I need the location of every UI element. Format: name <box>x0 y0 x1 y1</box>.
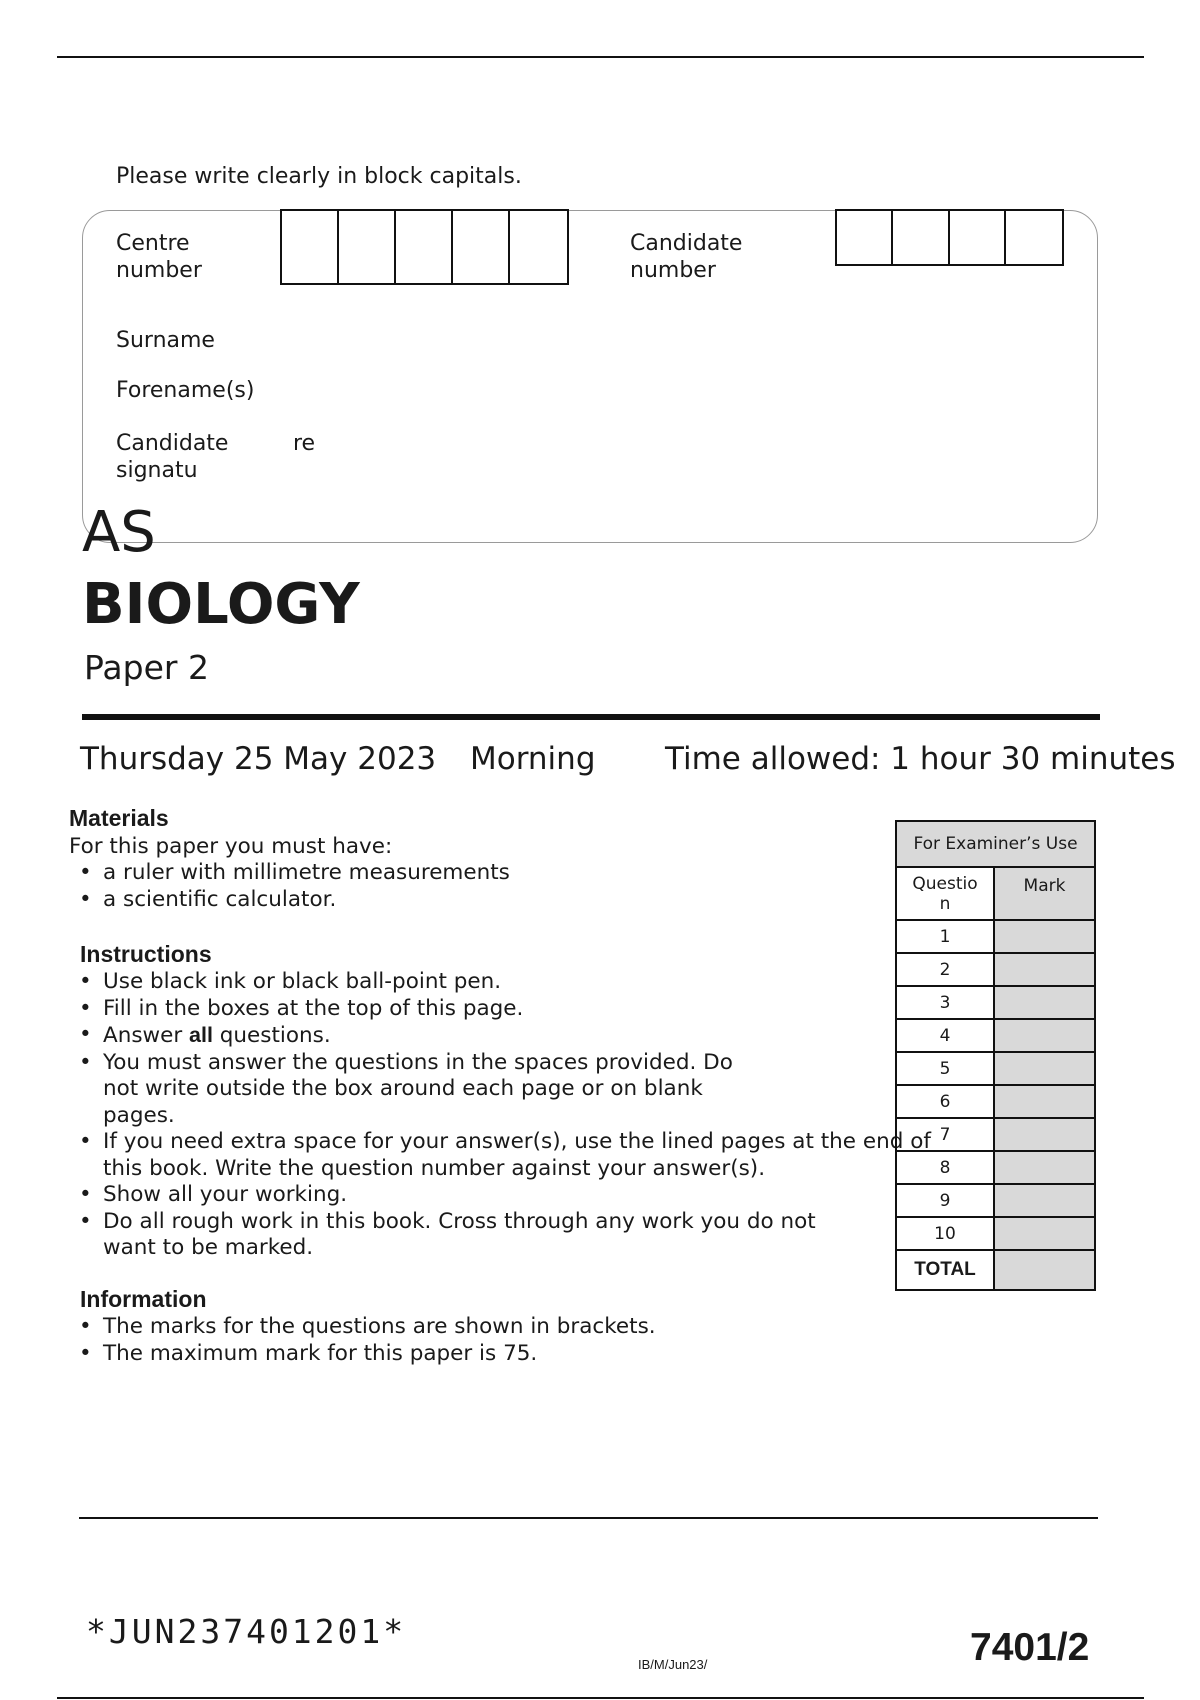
mark-cell[interactable] <box>994 1217 1095 1250</box>
table-row <box>896 1151 1095 1184</box>
question-number: 1 <box>896 920 994 953</box>
question-number: 5 <box>896 1052 994 1085</box>
candidate-digit-box[interactable] <box>837 211 893 264</box>
candidate-number-label: Candidate number <box>630 231 743 283</box>
table-row <box>896 986 1095 1019</box>
candidate-digit-box[interactable] <box>1006 211 1062 264</box>
title-rule <box>82 714 1100 720</box>
examiner-use-table <box>895 820 1096 1291</box>
question-number: 3 <box>896 986 994 1019</box>
table-row <box>896 1052 1095 1085</box>
surname-label: Surname <box>116 328 215 353</box>
exam-session: Morning <box>470 741 596 777</box>
question-column-header: Questio n <box>896 867 994 920</box>
list-item: • Show all your working. <box>69 1182 803 1209</box>
materials-list <box>69 860 749 913</box>
footer-rule <box>79 1517 1098 1519</box>
instructions-heading: Instructions <box>80 941 212 967</box>
block-capitals-instruction: Please write clearly in block capitals. <box>116 164 522 189</box>
mark-cell[interactable] <box>994 920 1095 953</box>
centre-digit-box[interactable] <box>510 211 567 283</box>
mark-cell[interactable] <box>994 1151 1095 1184</box>
instructions-list <box>69 969 973 1262</box>
centre-number-label: Centre number <box>116 231 202 283</box>
information-heading: Information <box>80 1286 207 1312</box>
list-item: • Fill in the boxes at the top of this page. <box>69 996 803 1023</box>
centre-digit-box[interactable] <box>453 211 510 283</box>
signature-label: Candidate signatu <box>116 431 229 483</box>
mark-cell[interactable] <box>994 953 1095 986</box>
list-item: • Answer all questions. <box>69 1022 803 1050</box>
table-row <box>896 1217 1095 1250</box>
signature-label-tail: re <box>293 431 316 456</box>
question-number: 6 <box>896 1085 994 1118</box>
top-rule <box>57 56 1144 58</box>
list-item: • Use black ink or black ball-point pen. <box>69 969 803 996</box>
question-number: 2 <box>896 953 994 986</box>
reference-code: IB/M/Jun23/ <box>638 1657 708 1672</box>
total-row <box>896 1250 1095 1290</box>
mark-cell[interactable] <box>994 1118 1095 1151</box>
centre-digit-box[interactable] <box>282 211 339 283</box>
mark-cell[interactable] <box>994 986 1095 1019</box>
paper-code: 7401/2 <box>970 1626 1090 1669</box>
list-item: • a scientific calculator. <box>69 887 749 914</box>
mark-cell[interactable] <box>994 1184 1095 1217</box>
candidate-number-boxes <box>835 209 1064 266</box>
subject-title: BIOLOGY <box>82 572 360 637</box>
table-row <box>896 953 1095 986</box>
list-item: • a ruler with millimetre measurements <box>69 860 749 887</box>
time-allowed: Time allowed: 1 hour 30 minutes <box>665 741 1176 777</box>
list-item: • Do all rough work in this book. Cross through any work you do not want to be marked. <box>69 1209 833 1262</box>
candidate-digit-box[interactable] <box>893 211 949 264</box>
mark-cell[interactable] <box>994 1052 1095 1085</box>
table-row <box>896 920 1095 953</box>
materials-heading: Materials <box>69 805 169 831</box>
total-mark-cell[interactable] <box>994 1250 1095 1290</box>
mark-cell[interactable] <box>994 1085 1095 1118</box>
centre-digit-box[interactable] <box>339 211 396 283</box>
list-item: • The marks for the questions are shown in brackets. <box>69 1314 829 1341</box>
mark-column-header: Mark <box>994 867 1095 920</box>
centre-digit-box[interactable] <box>396 211 453 283</box>
table-row <box>896 1118 1095 1151</box>
total-label: TOTAL <box>896 1250 994 1290</box>
table-row <box>896 1184 1095 1217</box>
table-row <box>896 1019 1095 1052</box>
qualification-level: AS <box>82 500 156 565</box>
question-number: 9 <box>896 1184 994 1217</box>
table-row <box>896 1085 1095 1118</box>
materials-intro: For this paper you must have: <box>69 834 393 859</box>
exam-date: Thursday 25 May 2023 <box>80 741 437 777</box>
question-number: 10 <box>896 1217 994 1250</box>
list-item: • You must answer the questions in the spaces provided. Do not write outside the box around each page or on blank pages. <box>69 1050 763 1130</box>
list-item: • The maximum mark for this paper is 75. <box>69 1341 829 1368</box>
bottom-rule <box>57 1697 1144 1699</box>
candidate-digit-box[interactable] <box>950 211 1006 264</box>
paper-title: Paper 2 <box>84 648 209 687</box>
forenames-label: Forename(s) <box>116 378 255 403</box>
centre-number-boxes <box>280 209 569 285</box>
question-number: 7 <box>896 1118 994 1151</box>
question-number: 4 <box>896 1019 994 1052</box>
information-list <box>69 1314 829 1367</box>
examiner-table-title: For Examiner’s Use <box>896 821 1095 867</box>
barcode-text: *JUN237401201* <box>86 1612 407 1651</box>
list-item: • If you need extra space for your answer(s), use the lined pages at the end of this book. Write the question number against your answer(s). <box>69 1129 973 1182</box>
question-number: 8 <box>896 1151 994 1184</box>
mark-cell[interactable] <box>994 1019 1095 1052</box>
